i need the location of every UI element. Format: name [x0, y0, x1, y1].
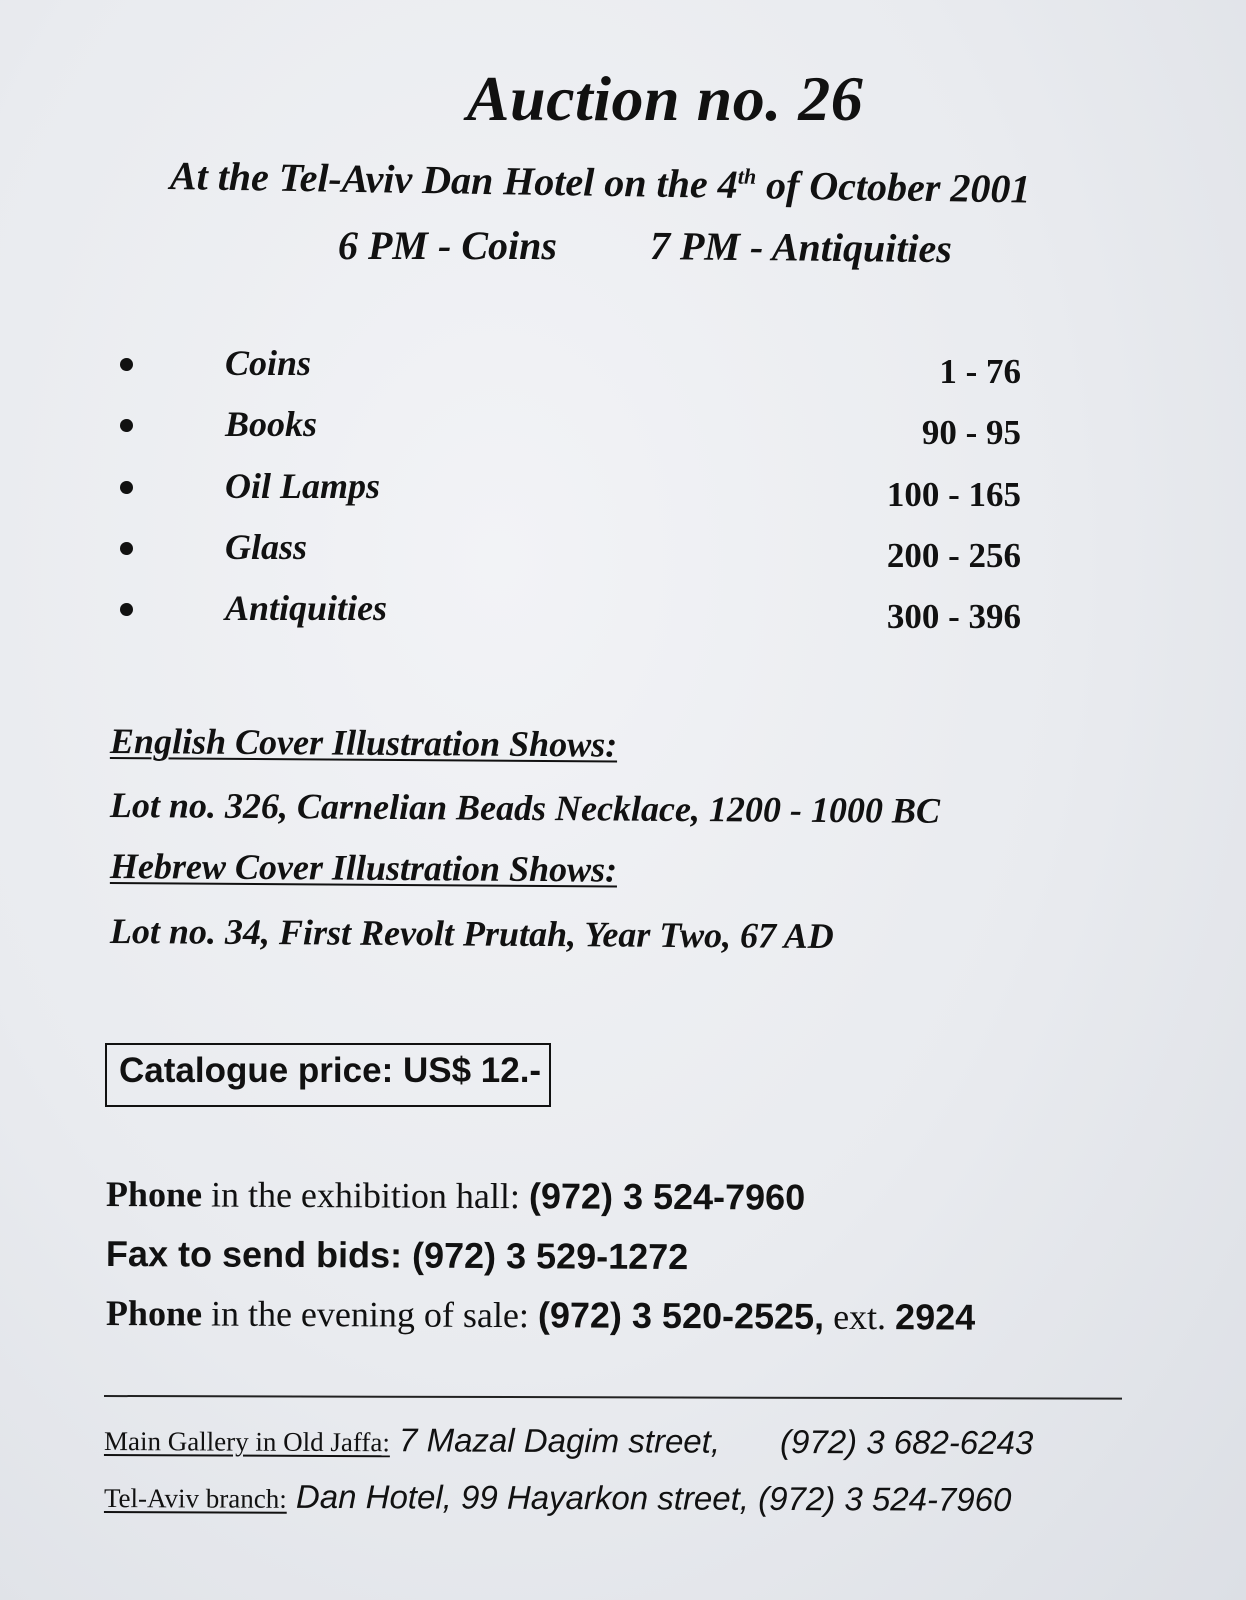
phone-number: (972) 3 524-7960 — [528, 1175, 806, 1218]
lot-range: 200 - 256 — [886, 536, 1021, 575]
bullet-icon — [120, 603, 133, 616]
phone-number: (972) 3 520-2525, — [537, 1294, 825, 1337]
category-row — [0, 342, 1246, 392]
category-name: Oil Lamps — [225, 466, 381, 506]
lot-range: 300 - 396 — [886, 597, 1021, 636]
category-name: Antiquities — [225, 588, 388, 628]
footer-phone: (972) 3 682-6243 — [779, 1422, 1034, 1462]
bullet-icon — [120, 542, 133, 555]
fax-text: Fax to send bids: (972) 3 529-1272 — [105, 1233, 689, 1278]
catalogue-price-box: Catalogue price: US$ 12.- — [105, 1043, 551, 1107]
ext-number: 2924 — [895, 1296, 976, 1338]
lot-range: 1 - 76 — [939, 352, 1021, 391]
hebrew-cover-text: Lot no. 34, First Revolt Prutah, Year Two, 67 AD — [109, 911, 834, 957]
category-row — [0, 403, 1246, 453]
lot-range: 100 - 165 — [886, 475, 1021, 514]
category-row — [0, 587, 1246, 637]
main-gallery-address — [104, 1420, 1033, 1463]
fax-bids — [106, 1233, 688, 1278]
phone-description: in the evening of sale: — [201, 1293, 539, 1336]
page-title: Auction no. 26 — [466, 63, 864, 134]
footer-phone: (972) 3 524-7960 — [748, 1479, 1012, 1518]
subtitle-ordinal: th — [737, 163, 757, 189]
session-antiquities-time: 7 PM - Antiquities — [649, 223, 953, 272]
category-row — [0, 526, 1246, 576]
bullet-icon — [120, 419, 133, 432]
divider — [104, 1395, 1122, 1400]
bullet-icon — [120, 481, 133, 494]
evening-sale-phone — [106, 1292, 975, 1339]
subtitle-part-2: of October 2001 — [755, 162, 1031, 212]
english-cover-heading: English Cover Illustration Shows: — [109, 721, 618, 765]
event-location-date — [170, 152, 1031, 213]
category-name: Glass — [225, 527, 308, 567]
footer-address: 7 Mazal Dagim street, — [389, 1421, 721, 1460]
hebrew-cover-heading: Hebrew Cover Illustration Shows: — [109, 846, 618, 890]
phone-label: Phone — [105, 1293, 203, 1334]
footer-label: Main Gallery in Old Jaffa: — [103, 1426, 390, 1458]
footer-label: Tel-Aviv branch: — [103, 1483, 287, 1514]
session-coins-time: 6 PM - Coins — [338, 223, 557, 268]
phone-description: in the exhibition hall: — [201, 1174, 530, 1217]
exhibition-hall-phone — [106, 1173, 805, 1219]
category-row — [0, 465, 1246, 515]
bullet-icon — [120, 358, 133, 371]
ext-label: ext. — [824, 1296, 896, 1338]
phone-label: Phone — [105, 1174, 203, 1215]
english-cover-text: Lot no. 326, Carnelian Beads Necklace, 1200 - 1000 BC — [109, 785, 941, 831]
category-name: Coins — [225, 343, 312, 383]
footer-address: Dan Hotel, 99 Hayarkon street, — [286, 1477, 750, 1517]
category-name: Books — [225, 404, 318, 444]
tel-aviv-branch-address — [104, 1477, 1012, 1520]
lot-range: 90 - 95 — [921, 413, 1021, 452]
subtitle-part-1: At the Tel-Aviv Dan Hotel on the 4 — [169, 153, 739, 207]
